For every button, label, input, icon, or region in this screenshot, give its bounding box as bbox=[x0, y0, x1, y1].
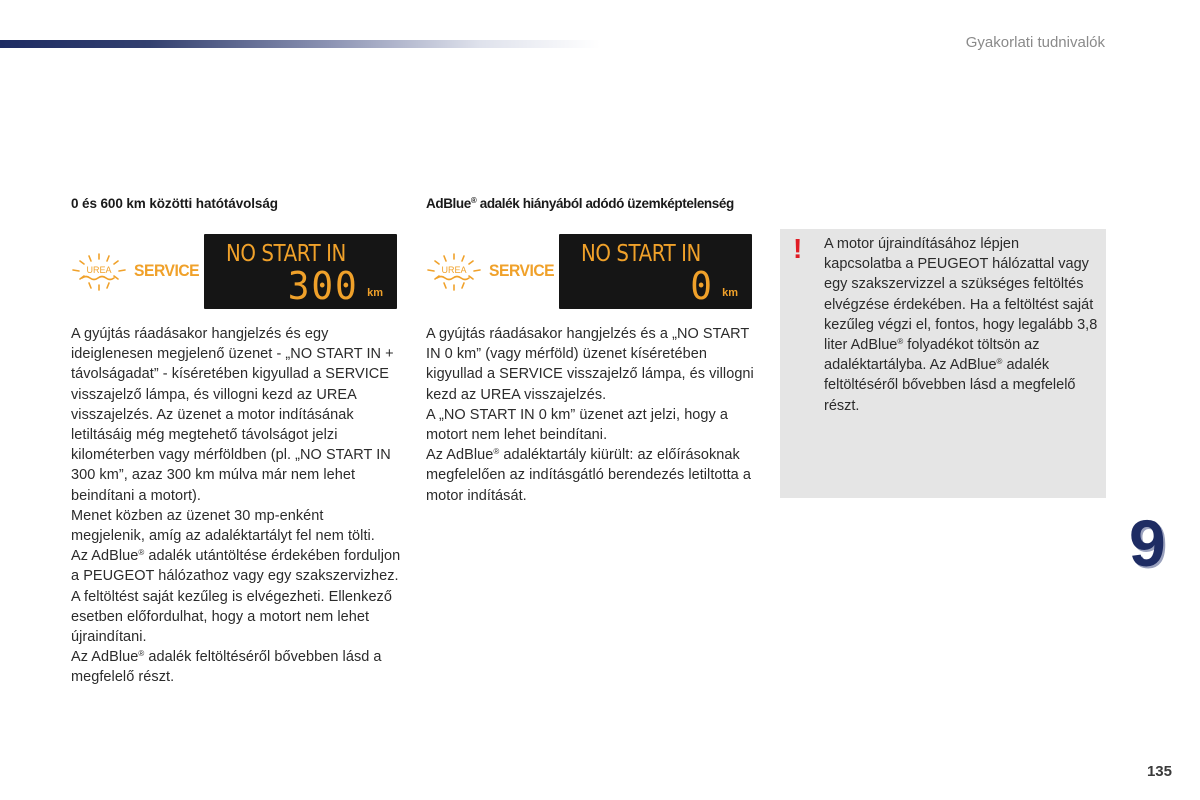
urea-icon-text: UREA bbox=[86, 265, 112, 275]
warning-note-text: A motor újraindításához lépjen kapcsolatba a PEUGEOT hálózattal vagy egy szakszervizzel a szükséges feltöltés elvégzése érdekében. Ha a feltöltést saját kezűleg végzi el, fontos, hogy legalább 3,8 liter AdBlue® folyadékot töltsön az adaléktartályba. Az AdBlue® adalék feltöltéséről bővebben lásd a megfelelő részt. bbox=[824, 236, 1098, 414]
urea-warning-icon bbox=[426, 252, 482, 292]
column-adblue-empty bbox=[426, 196, 756, 506]
paragraph: Az AdBlue® adalék feltöltéséről bővebben lásd a megfelelő részt. bbox=[71, 649, 382, 686]
section-title: Gyakorlati tudnivalók bbox=[965, 34, 1105, 51]
service-indicator-label: SERVICE bbox=[134, 261, 200, 280]
exclamation-warning-icon: ! bbox=[793, 233, 803, 264]
instrument-display bbox=[559, 234, 752, 309]
column-range-0-600 bbox=[71, 196, 401, 688]
header-gradient-bar bbox=[0, 40, 600, 48]
chapter-number: 9 bbox=[1129, 506, 1165, 580]
display-unit: km bbox=[722, 287, 738, 299]
indicator-row bbox=[71, 234, 401, 318]
warning-note-box bbox=[780, 229, 1106, 498]
indicator-row bbox=[426, 234, 756, 318]
display-distance-value: 300 bbox=[288, 264, 359, 308]
paragraph: Az AdBlue® adaléktartály kiürült: az előírásoknak megfelelően az indításgátló berendezés letiltotta a motor indítását. bbox=[426, 447, 751, 504]
paragraph: A gyújtás ráadásakor hangjelzés és egy ideiglenesen megjelenő üzenet - „NO START IN + távolságadat” - kíséretében kigyullad a SERVICE visszajelző lámpa, és villogni kezd az UREA visszajelzés. Az üzenet a motor indításának letiltásáig még megtehető távolságot jelzi kilométerben vagy mérföldben (pl. „NO START IN 300 km”, azaz 300 km múlva már nem lehet beindítani a motort). bbox=[71, 326, 394, 504]
urea-warning-icon bbox=[71, 252, 127, 292]
display-unit: km bbox=[367, 287, 383, 299]
service-indicator-label: SERVICE bbox=[489, 261, 555, 280]
paragraph: A „NO START IN 0 km” üzenet azt jelzi, hogy a motort nem lehet beindítani. bbox=[426, 406, 729, 444]
page-number: 135 bbox=[1146, 763, 1172, 780]
paragraph: A feltöltést saját kezűleg is elvégezheti. Ellenkező esetben előfordulhat, hogy a motort nem lehet újraindítani. bbox=[71, 588, 392, 646]
urea-icon-text: UREA bbox=[441, 265, 467, 275]
display-distance-value: 0 bbox=[690, 264, 714, 308]
display-message: NO START IN bbox=[581, 241, 701, 267]
column-body-text bbox=[71, 324, 401, 688]
column-heading: AdBlue® adalék hiányából adódó üzemképtelenség bbox=[426, 196, 734, 211]
paragraph: Menet közben az üzenet 30 mp-enként megjelenik, amíg az adaléktartályt fel nem tölti. bbox=[71, 507, 375, 545]
paragraph: Az AdBlue® adalék utántöltése érdekében forduljon a PEUGEOT hálózathoz vagy egy szakszervizhez. bbox=[71, 548, 401, 585]
display-message: NO START IN bbox=[226, 241, 346, 267]
column-heading: 0 és 600 km közötti hatótávolság bbox=[71, 196, 278, 211]
instrument-display bbox=[204, 234, 397, 309]
paragraph: A gyújtás ráadásakor hangjelzés és a „NO START IN 0 km” (vagy mérföld) üzenet kíséretében kigyullad a SERVICE visszajelző lámpa, és villogni kezd az UREA visszajelzés. bbox=[426, 326, 754, 403]
column-body-text bbox=[426, 324, 756, 506]
